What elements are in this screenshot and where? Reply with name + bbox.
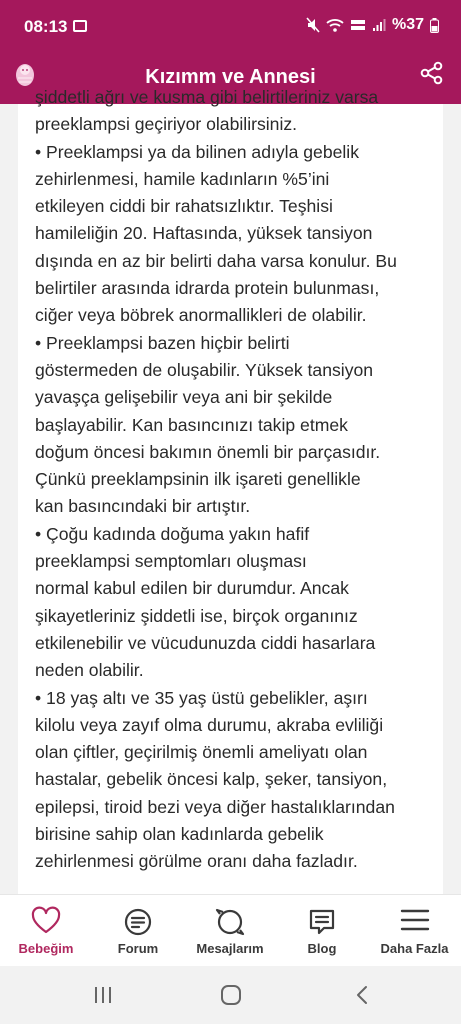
recent-apps-icon[interactable]: [92, 984, 114, 1006]
gallery-icon: [73, 20, 87, 32]
nav-label: Mesajlarım: [196, 941, 264, 956]
nav-label: Blog: [307, 941, 337, 956]
article-line: yavaşça gelişebilir veya ani bir şekilde: [35, 387, 333, 408]
nav-item-forum[interactable]: [92, 895, 184, 967]
article-line: hastalar, gebelik öncesi kalp, şeker, tansiyon,: [35, 769, 388, 790]
bottom-nav: [0, 894, 461, 966]
article-line: Çünkü preeklampsinin ilk işareti genellikle: [35, 469, 361, 490]
status-bar: [0, 0, 461, 52]
nav-item-bebegim[interactable]: [0, 895, 92, 967]
battery-percent: %37: [391, 16, 424, 33]
page-title: Kızımm ve Annesi: [145, 66, 316, 88]
menu-icon: [400, 907, 430, 933]
status-time: 08:13: [24, 17, 68, 36]
article-line: etkilenebilir ve vücudunuzda ciddi hasarlara: [35, 632, 376, 653]
messages-icon: [214, 907, 246, 937]
nav-label: Bebeğim: [18, 941, 74, 956]
article-line: belirtiler arasında idrarda protein bulunması,: [35, 278, 380, 299]
article-line: ciğer veya böbrek anormallikleri de olabilir.: [35, 305, 367, 326]
article-line: normal kabul edilen bir durumdur. Ancak: [35, 578, 349, 599]
article-line: zehirlenmesi, hamile kadınların %5’ini: [35, 168, 330, 189]
article-line: epilepsi, tiroid bezi veya diğer hastalıklarından: [35, 796, 395, 817]
nav-label: Daha Fazla: [380, 941, 449, 956]
article-line: birisine sahip olan kadınlarda gebelik: [35, 824, 324, 845]
system-nav: [0, 966, 461, 1024]
nav-item-mesajlarim[interactable]: [184, 895, 276, 967]
article-line: kilolu veya zayıf olma durumu, akraba evliliği: [35, 714, 384, 735]
article-line: • 18 yaş altı ve 35 yaş üstü gebelikler, aşırı: [35, 687, 368, 708]
article-line: şiddetli ağrı ve kusma gibi belirtileriniz varsa: [35, 87, 379, 107]
article-card[interactable]: [18, 87, 443, 894]
article-line: kan basıncındaki bir artıştır.: [35, 496, 251, 517]
home-icon[interactable]: [220, 984, 242, 1006]
article-line: doğum öncesi bakımın önemli bir parçasıdır.: [35, 441, 381, 462]
article-line: preeklampsi semptomları oluşması: [35, 551, 307, 572]
wifi-icon: [326, 18, 344, 32]
back-icon[interactable]: [352, 984, 374, 1006]
article-line: hamileliğin 20. Haftasında, yüksek tansiyon: [35, 223, 373, 244]
article-line: başlayabilir. Kan basıncınızı takip etmek: [35, 414, 348, 435]
article-line: dışında en az bir belirti daha varsa konulur. Bu: [35, 250, 397, 271]
article-text: [35, 84, 435, 876]
article-line: preeklampsi geçiriyor olabilirsiniz.: [35, 114, 298, 135]
article-line: olan çiftler, geçirilmiş önemli ameliyatı olan: [35, 742, 368, 763]
volte-icon: [350, 18, 366, 32]
article-line: • Preeklampsi bazen hiçbir belirti: [35, 332, 290, 353]
battery-icon: [430, 18, 439, 33]
signal-icon: [372, 18, 386, 32]
article-line: etkileyen ciddi bir rahatsızlıktır. Teşhisi: [35, 196, 333, 217]
nav-item-blog[interactable]: [276, 895, 368, 967]
article-line: • Çoğu kadında doğuma yakın hafif: [35, 523, 310, 544]
share-icon[interactable]: [419, 60, 445, 86]
article-line: şikayetleriniz şiddetli ise, birçok organınız: [35, 605, 358, 626]
status-icons: [306, 16, 439, 34]
heart-icon: [31, 907, 61, 935]
article-line: zehirlenmesi görülme oranı daha fazladır.: [35, 851, 358, 872]
blog-icon: [307, 907, 337, 937]
article-line: • Preeklampsi ya da bilinen adıyla gebelik: [35, 141, 360, 162]
mute-icon: [306, 17, 320, 33]
article-line: göstermeden de oluşabilir. Yüksek tansiyon: [35, 359, 374, 380]
nav-label: Forum: [117, 941, 159, 956]
article-line: neden olabilir.: [35, 660, 144, 681]
forum-icon: [123, 907, 153, 937]
nav-item-daha-fazla[interactable]: [368, 895, 461, 967]
